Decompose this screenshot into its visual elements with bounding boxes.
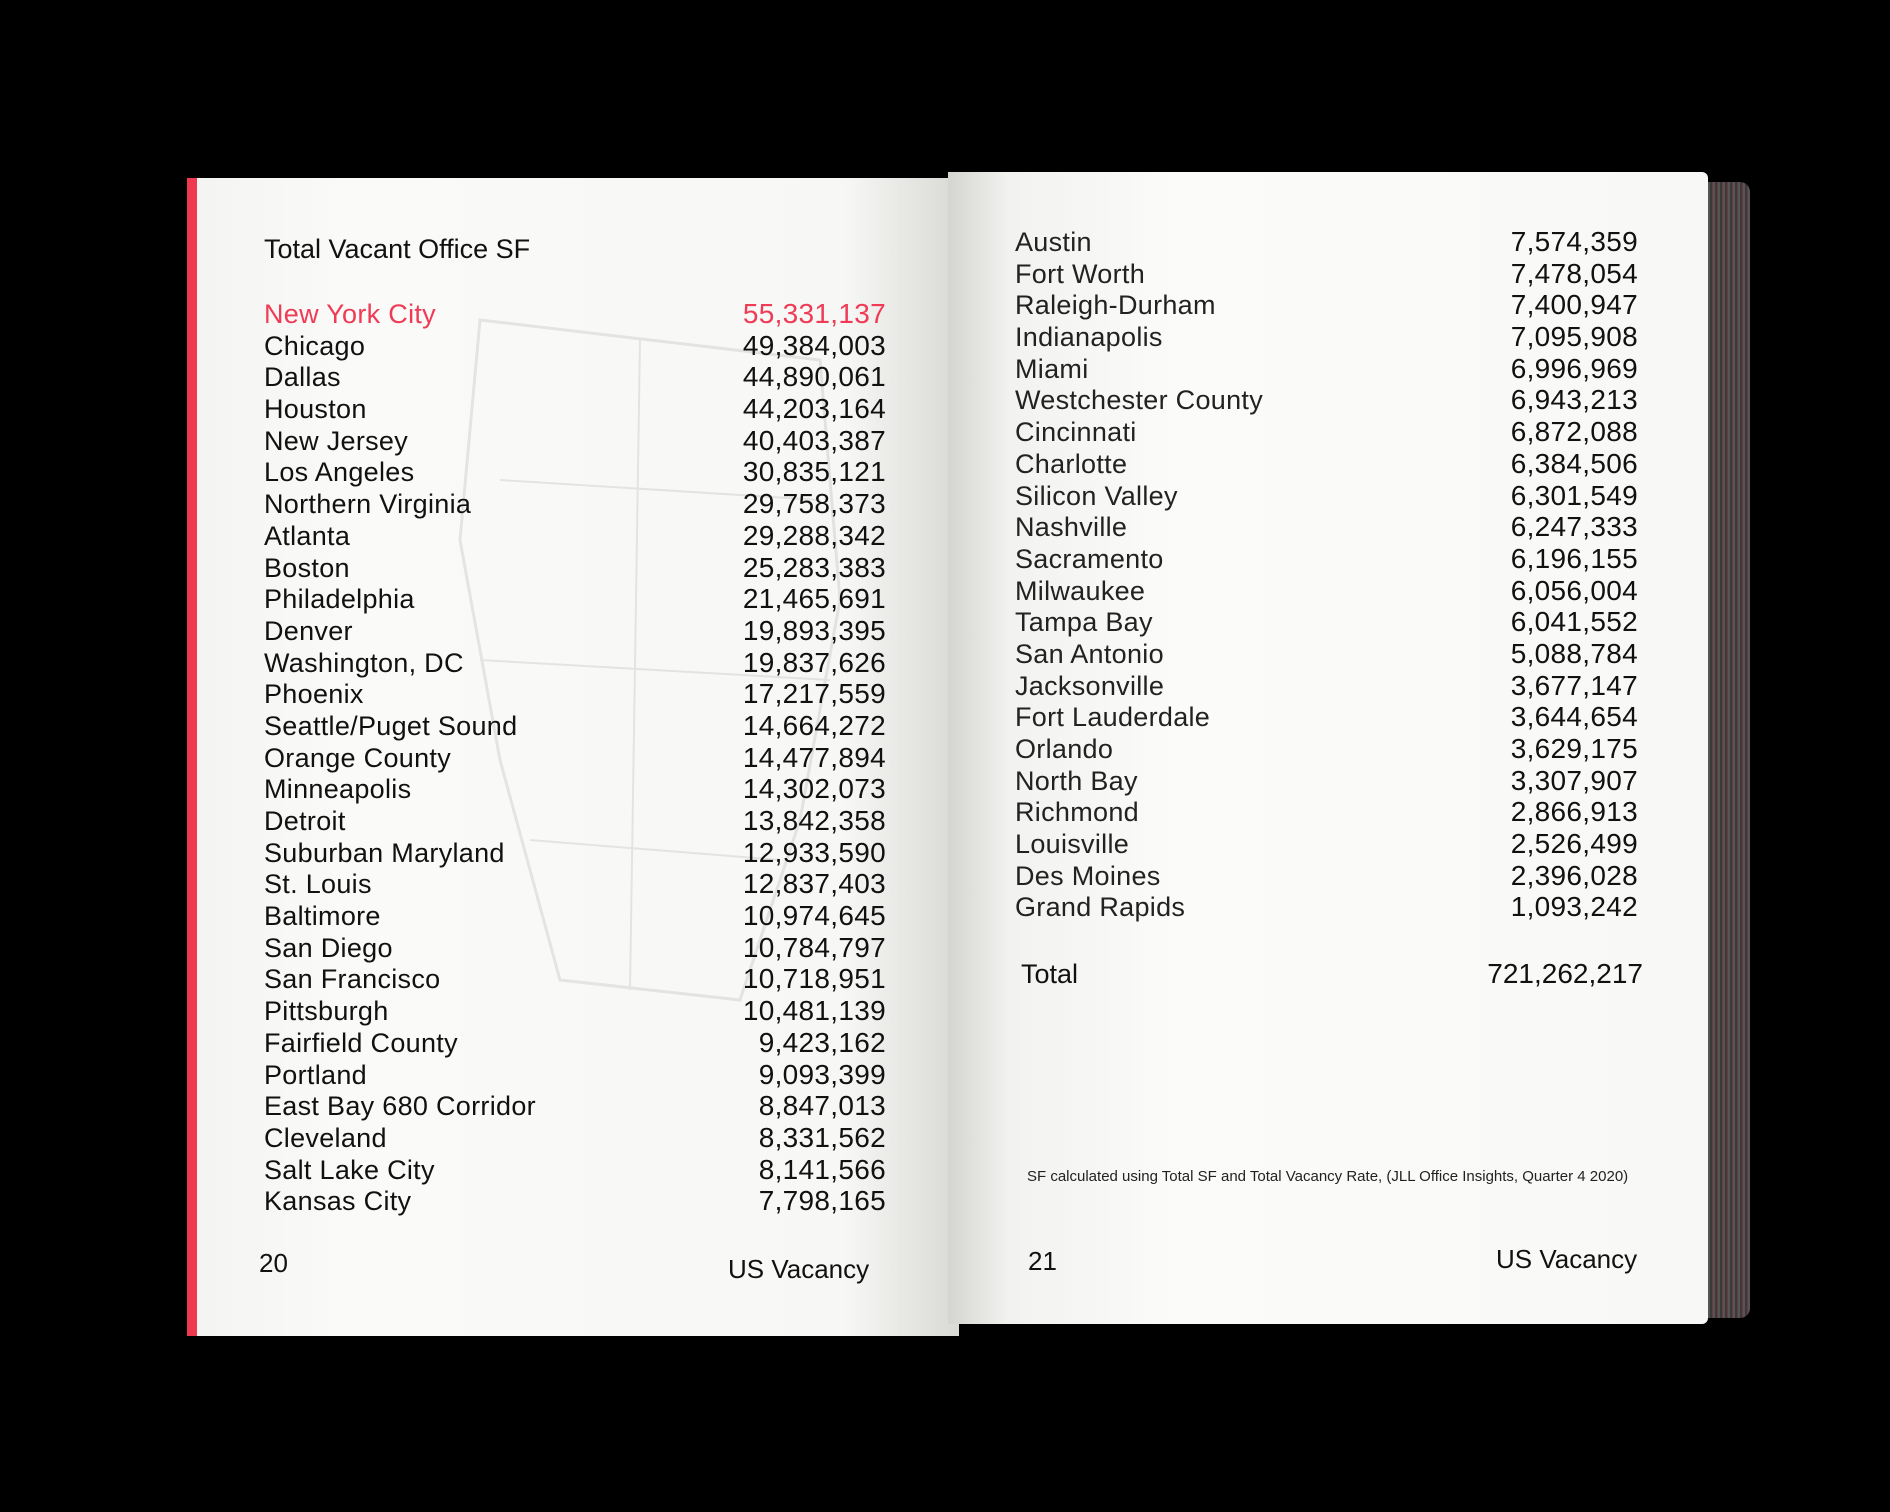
city-name: Northern Virginia [264,489,472,520]
table-row [264,1090,886,1122]
table-row [1015,765,1638,797]
city-name: Richmond [1015,797,1139,828]
total-value: 721,262,217 [1487,958,1643,989]
city-name: New York City [264,299,436,329]
vacant-sf-value: 29,288,342 [742,519,886,551]
table-row [1015,448,1638,480]
city-name: Detroit [264,806,346,836]
city-name: San Antonio [1015,638,1164,669]
city-name: Raleigh-Durham [1015,290,1216,321]
city-name: Cincinnati [1015,417,1137,448]
total-row [1021,958,1643,990]
vacant-sf-value: 10,784,797 [742,931,886,963]
table-row [1015,353,1638,385]
table-row [1015,511,1638,543]
table-row [264,805,886,837]
table-row [264,995,886,1027]
city-name: Nashville [1015,512,1128,543]
vacant-sf-value: 55,331,137 [742,298,886,329]
table-row [264,932,886,964]
vacant-sf-value: 19,893,395 [742,614,886,646]
table-row [264,1059,886,1091]
vacant-sf-value: 7,798,165 [758,1185,886,1217]
table-row [264,837,886,869]
city-name: Fort Worth [1015,258,1146,289]
vacant-sf-value: 21,465,691 [742,583,886,615]
vacant-sf-value: 9,423,162 [758,1026,886,1058]
city-name: Jacksonville [1015,670,1165,701]
vacant-sf-value: 14,664,272 [742,709,886,741]
table-row [1015,606,1638,638]
city-name: Kansas City [264,1186,412,1217]
table-row [1015,733,1638,765]
table-row [264,963,886,995]
city-name: Washington, DC [264,647,464,678]
table-row [1015,796,1638,828]
table-row [1015,638,1638,670]
city-name: Louisville [1015,829,1130,860]
city-name: St. Louis [264,869,372,900]
vacant-sf-value: 9,093,399 [758,1058,886,1090]
vacant-sf-value: 1,093,242 [1510,891,1638,923]
footnote: SF calculated using Total SF and Total Vacancy Rate, (JLL Office Insights, Quarter 4 2020) [1027,1168,1629,1185]
vacant-sf-value: 7,400,947 [1510,289,1638,321]
table-row [1015,289,1638,321]
vacant-sf-value: 2,866,913 [1510,796,1638,828]
vacant-sf-value: 3,677,147 [1510,669,1638,701]
city-name: Seattle/Puget Sound [264,710,518,741]
vacant-sf-value: 6,943,213 [1510,384,1638,416]
vacant-sf-value: 6,247,333 [1510,511,1638,543]
city-name: Miami [1015,353,1089,384]
city-name: San Diego [264,932,393,963]
running-head-left: US Vacancy [728,1254,870,1284]
table-row [264,361,886,393]
vacancy-table-right [1015,226,1638,923]
vacant-sf-value: 10,481,139 [742,995,886,1027]
vacant-sf-value: 49,384,003 [742,329,886,361]
table-row [264,583,886,615]
table-row [1015,480,1638,512]
table-row [264,868,886,900]
table-row [264,900,886,932]
city-name: Suburban Maryland [264,837,505,868]
city-name: Houston [264,394,367,425]
city-name: Salt Lake City [264,1154,435,1185]
city-name: Charlotte [1015,448,1128,479]
city-name: Chicago [264,330,366,361]
city-name: East Bay 680 Corridor [264,1091,536,1122]
vacant-sf-value: 14,302,073 [742,773,886,805]
vacant-sf-value: 6,041,552 [1510,606,1638,638]
table-row [1015,828,1638,860]
city-name: Pittsburgh [264,996,389,1027]
table-row [264,1122,886,1154]
vacant-sf-value: 7,478,054 [1510,257,1638,289]
city-name: Westchester County [1015,385,1264,416]
table-row [264,615,886,647]
vacant-sf-value: 6,196,155 [1510,542,1638,574]
city-name: Portland [264,1059,367,1090]
city-name: Dallas [264,362,341,393]
table-row [1015,575,1638,607]
table-row [264,1185,886,1217]
total-label: Total [1021,959,1079,989]
table-row [264,1027,886,1059]
vacant-sf-value: 12,933,590 [742,836,886,868]
vacant-sf-value: 10,718,951 [742,963,886,995]
table-row [264,520,886,552]
table-row [1015,543,1638,575]
city-name: Milwaukee [1015,575,1146,606]
city-name: Atlanta [264,520,351,551]
vacant-sf-value: 17,217,559 [742,678,886,710]
table-row [1015,384,1638,416]
vacant-sf-value: 19,837,626 [742,646,886,678]
city-name: Orlando [1015,734,1114,764]
table-row [264,456,886,488]
vacant-sf-value: 14,477,894 [742,741,886,773]
vacant-sf-value: 3,629,175 [1510,733,1638,764]
table-row [264,742,886,774]
vacancy-table-left [264,298,886,1217]
table-row [1015,860,1638,892]
city-name: Sacramento [1015,543,1164,574]
vacant-sf-value: 6,872,088 [1510,416,1638,448]
city-name: San Francisco [264,964,441,995]
vacant-sf-value: 44,890,061 [742,361,886,393]
city-name: Philadelphia [264,584,415,615]
table-row [264,678,886,710]
city-name: Phoenix [264,679,364,710]
table-row [264,425,886,457]
vacant-sf-value: 3,307,907 [1510,764,1638,796]
page-number-left: 20 [259,1248,288,1278]
vacant-sf-value: 3,644,654 [1510,701,1638,733]
city-name: Minneapolis [264,774,412,805]
running-head-right: US Vacancy [1496,1244,1638,1274]
vacant-sf-value: 2,526,499 [1510,828,1638,860]
table-row [1015,416,1638,448]
vacant-sf-value: 30,835,121 [742,456,886,488]
vacant-sf-value: 8,141,566 [758,1153,886,1185]
vacant-sf-value: 6,384,506 [1510,447,1638,479]
table-row [264,710,886,742]
table-row [1015,321,1638,353]
table-row [264,488,886,520]
table-row [1015,258,1638,290]
city-name: North Bay [1015,765,1138,796]
city-name: Austin [1015,227,1092,257]
table-row [264,330,886,362]
city-name: New Jersey [264,425,409,456]
city-name: Baltimore [264,901,381,932]
city-name: Silicon Valley [1015,480,1178,511]
city-name: Denver [264,615,353,646]
city-name: Boston [264,552,350,583]
vacant-sf-value: 7,574,359 [1510,226,1638,257]
table-row [264,1154,886,1186]
vacant-sf-value: 6,301,549 [1510,479,1638,511]
city-name: Grand Rapids [1015,892,1186,923]
table-row [264,552,886,584]
vacant-sf-value: 8,847,013 [758,1090,886,1122]
vacant-sf-value: 25,283,383 [742,551,886,583]
city-name: Tampa Bay [1015,607,1153,638]
table-row [1015,226,1638,258]
table-row [264,393,886,425]
vacant-sf-value: 13,842,358 [742,805,886,836]
city-name: Des Moines [1015,860,1161,891]
vacant-sf-value: 10,974,645 [742,900,886,932]
vacant-sf-value: 29,758,373 [742,488,886,520]
table-row [1015,891,1638,923]
table-row [1015,701,1638,733]
vacant-sf-value: 44,203,164 [742,393,886,425]
vacant-sf-value: 6,056,004 [1510,574,1638,606]
vacant-sf-value: 12,837,403 [742,868,886,900]
table-row [264,773,886,805]
vacant-sf-value: 40,403,387 [742,424,886,456]
vacant-sf-value: 6,996,969 [1510,352,1638,384]
city-name: Cleveland [264,1122,387,1153]
table-row [264,298,886,330]
vacant-sf-value: 5,088,784 [1510,637,1638,669]
table-row [264,647,886,679]
city-name: Los Angeles [264,457,415,488]
city-name: Fairfield County [264,1027,458,1058]
table-row [1015,670,1638,702]
vacant-sf-value: 2,396,028 [1510,859,1638,891]
city-name: Fort Lauderdale [1015,702,1211,733]
page-number-right: 21 [1028,1246,1057,1276]
vacant-sf-value: 8,331,562 [758,1121,886,1153]
page-title: Total Vacant Office SF [264,234,531,264]
city-name: Orange County [264,742,452,773]
city-name: Indianapolis [1015,322,1163,353]
vacant-sf-value: 7,095,908 [1510,321,1638,353]
